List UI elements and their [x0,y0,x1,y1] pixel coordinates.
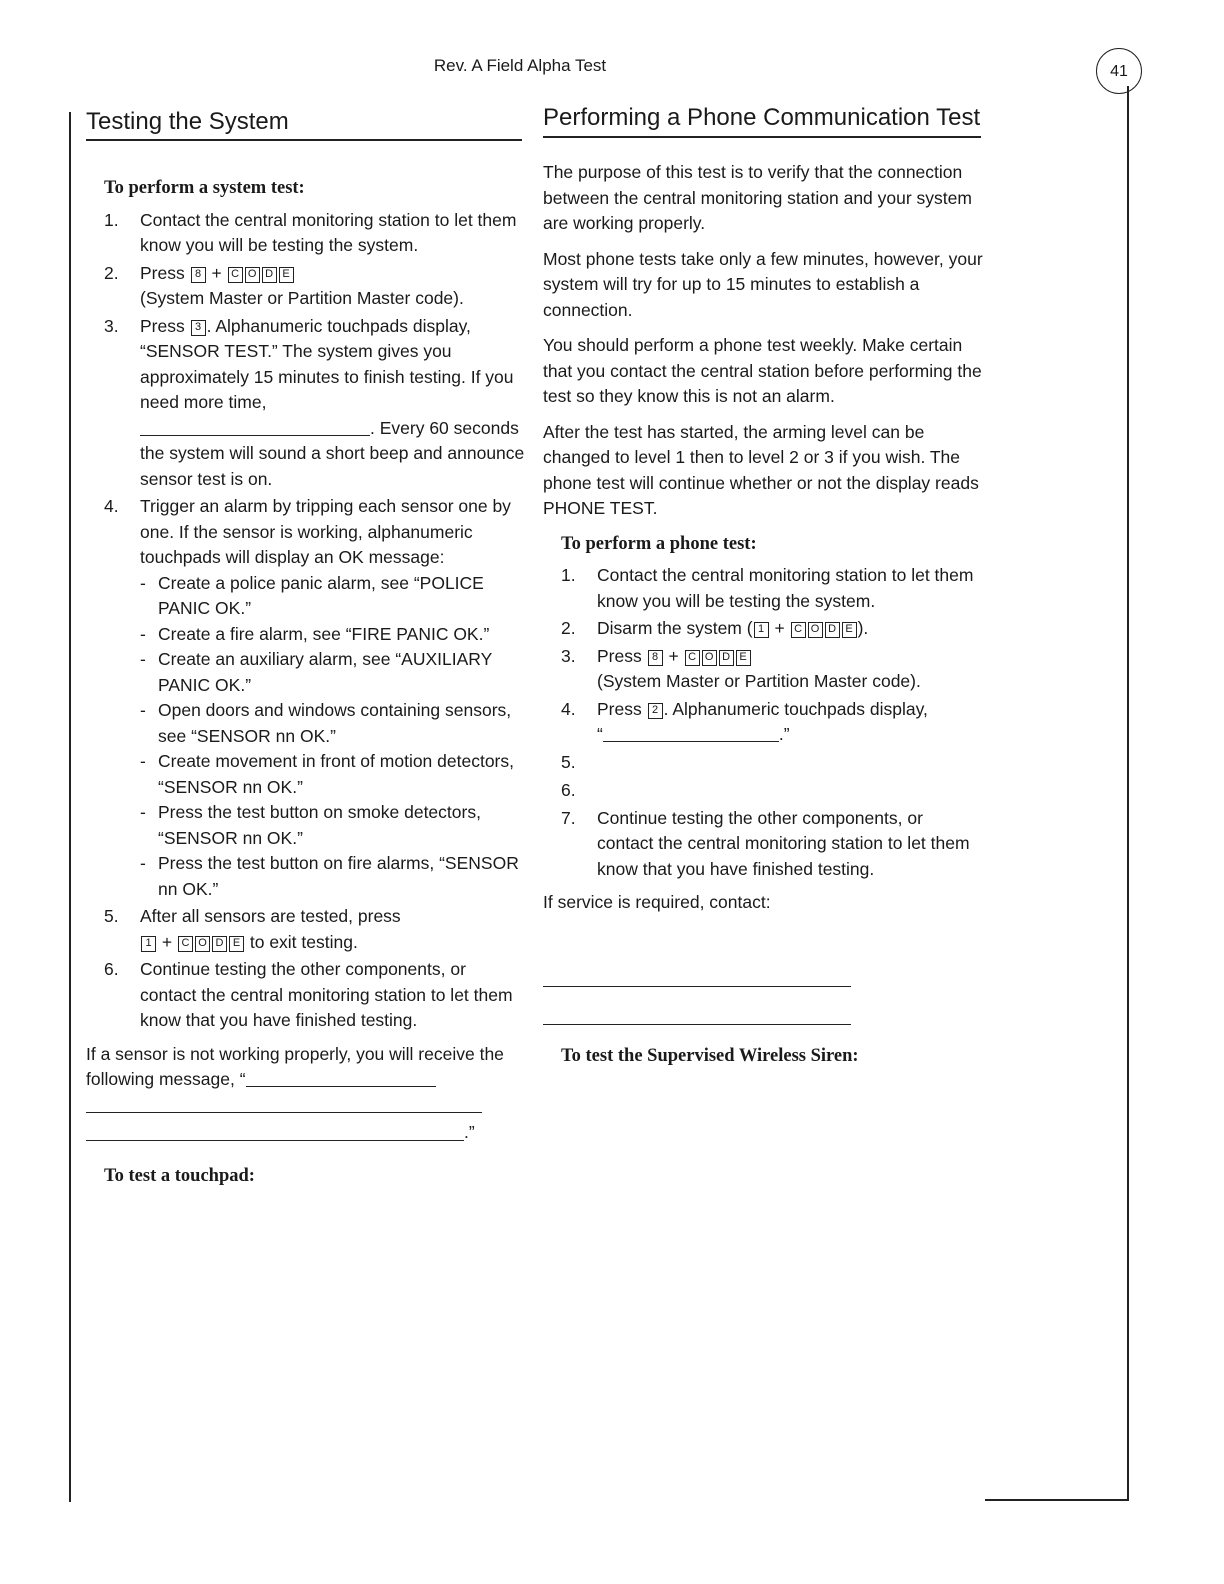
key-1: 1 [754,622,769,638]
key-e: E [842,622,857,638]
right-margin-rule [1127,86,1129,1501]
page-number: 41 [1096,48,1142,94]
right-title-underline [543,136,981,138]
contact-line [543,1024,851,1025]
fill-in-blank [140,419,370,436]
sub-item: - Create a police panic alarm, see “POLICE PANIC OK.” [140,572,484,618]
phone-test-steps [543,563,983,882]
intro-paragraph: You should perform a phone test weekly. Make certain that you contact the central station before performing the test so they know this is not an alarm. [543,335,982,406]
system-test-steps [86,208,526,1034]
key-d: D [825,622,840,638]
key-e: E [279,267,294,283]
service-contact: If service is required, contact: [543,892,771,912]
left-section-title: Testing the System [86,108,289,135]
key-e: E [229,936,244,952]
fill-in-blank [603,725,779,742]
alarm-sublist [140,571,526,903]
sub-item: - Create a fire alarm, see “FIRE PANIC OK.” [140,623,490,644]
contact-line [543,986,851,987]
right-section-title: Performing a Phone Communication Test [543,104,981,131]
key-o: O [808,622,823,638]
list-item: 2. Disarm the system ( 1 + C O D E ). [561,618,869,638]
key-o: O [195,936,210,952]
left-column [86,168,526,1103]
key-o: O [702,650,717,666]
list-item: 6. [561,779,576,800]
system-test-heading: To perform a system test: [104,178,305,198]
key-1: 1 [141,936,156,952]
touchpad-test-heading: To test a touchpad: [104,1166,255,1186]
key-o: O [245,267,260,283]
list-item: 3. Press 3 . Alphanumeric touchpads display, “SENSOR TEST.” The system gives you approximately 15 minutes to finish testing. If you need more time, . Every 60 seconds the system will sound a short beep and announce sensor test is on. [104,315,525,489]
list-item: 2. Press 8 + C O D E (System Master or Partition Master code). [104,262,464,308]
sub-item: - Press the test button on fire alarms, “SENSOR nn OK.” [140,853,519,899]
list-item: 6. Continue testing the other components, or contact the central monitoring station to let them know that you have finished testing. [104,959,513,1030]
right-column [543,160,983,926]
sub-item: - Create an auxiliary alarm, see “AUXILIARY PANIC OK.” [140,649,492,695]
key-c: C [178,936,193,952]
key-c: C [228,267,243,283]
sub-item: - Open doors and windows containing sensors, see “SENSOR nn OK.” [140,700,512,746]
key-8: 8 [648,650,663,666]
key-c: C [791,622,806,638]
sensor-message-paragraph: If a sensor is not working properly, you will receive the following message, “ [86,1043,504,1089]
key-3: 3 [191,320,206,336]
key-d: D [212,936,227,952]
left-margin-rule [69,112,71,1502]
running-header: Rev. A Field Alpha Test [433,56,607,75]
phone-test-heading: To perform a phone test: [561,533,757,554]
intro-paragraph: Most phone tests take only a few minutes, however, your system will try for up to 15 minutes to establish a connection. [543,248,983,320]
list-item: 4. Trigger an alarm by tripping each sensor one by one. If the sensor is working, alphanumeric touchpads will display an OK message: - Create a police panic alarm, see “POLICE PANIC OK.” - Create a fire alarm, see “FIRE PANIC OK.” - Create an auxiliary alarm, see “AUXILIARY PANIC OK.” - Open doors and windows containing sensors, see “SENSOR nn OK.” - Create movement in front of motion detectors, “SENSOR nn OK.” - Press the test button on smoke detectors, “SENSOR nn OK.” - Press the test button on fire alarms, “SENSOR nn OK.” [86,494,526,902]
list-item: 4. Press 2 . Alphanumeric touchpads display, “ .” [561,698,928,744]
list-item: 5. After all sensors are tested, press 1 + C O D E to exit testing. [104,906,401,952]
left-title-underline [86,139,522,141]
intro-paragraph: After the test has started, the arming level can be changed to level 1 then to level 2 or 3 if you wish. The phone test will continue whether or not the display reads PHONE TEST. [543,421,979,518]
key-d: D [719,650,734,666]
bottom-right-rule [985,1499,1128,1501]
list-item: 7. Continue testing the other components, or contact the central monitoring station to let them know that you have finished testing. [561,807,970,879]
list-item: 3. Press 8 + C O D E (System Master or Partition Master code). [561,645,921,691]
key-c: C [685,650,700,666]
fill-in-blank [246,1070,436,1087]
list-item: 1. Contact the central monitoring station to let them know you will be testing the system. [561,565,974,611]
siren-test-heading: To test the Supervised Wireless Siren: [561,1046,859,1066]
list-item: 5. [561,751,576,772]
closing-quote: .” [464,1122,475,1142]
fill-in-line [86,1140,464,1141]
list-item: 1. Contact the central monitoring station to let them know you will be testing the system. [104,209,517,255]
sub-item: - Create movement in front of motion detectors, “SENSOR nn OK.” [140,751,514,797]
sub-item: - Press the test button on smoke detectors, “SENSOR nn OK.” [140,802,481,848]
intro-paragraph: The purpose of this test is to verify that the connection between the central monitoring station and your system are working properly. [543,162,972,233]
key-2: 2 [648,703,663,719]
fill-in-line [86,1112,482,1113]
key-8: 8 [191,267,206,283]
key-e: E [736,650,751,666]
key-d: D [262,267,277,283]
